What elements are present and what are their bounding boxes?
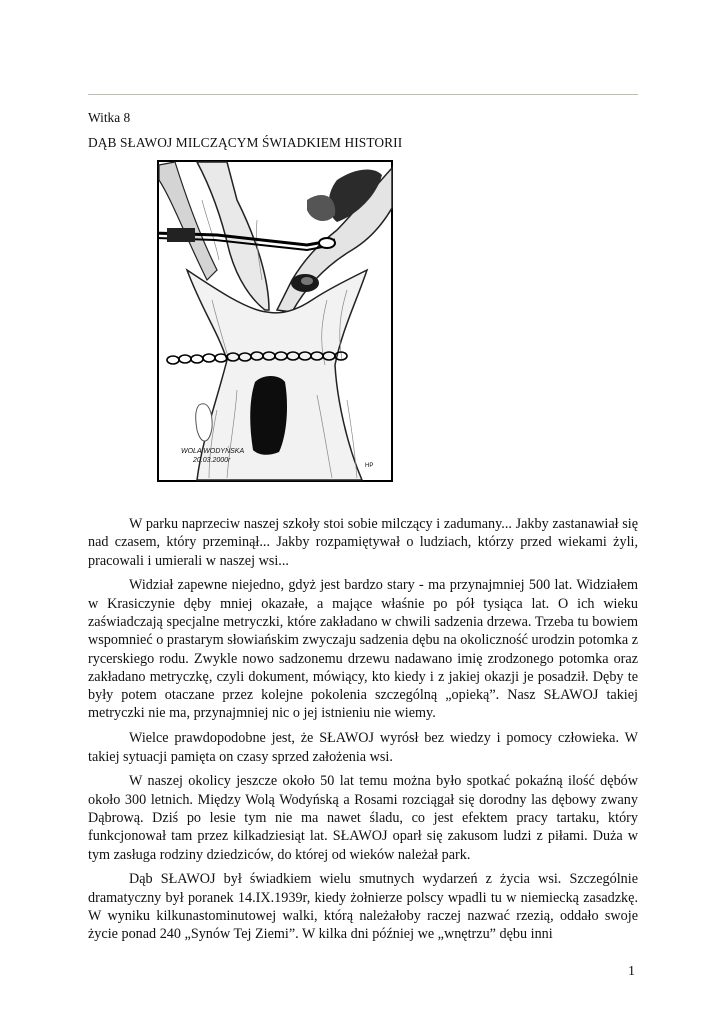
paragraph: W parku naprzeciw naszej szkoły stoi sobie milczący i zadumany... Jakby zastanawiał się nad czasem, który przeminął... Jakby rozpamiętywał o ludziach, którzy przed wiekami żyli, pracowali i umierali w naszej wsi... bbox=[88, 516, 638, 569]
paragraph: Widział zapewne niejedno, gdyż jest bardzo stary - ma przynajmniej 500 lat. Widziałem w Krasiczynie dęby mniej okazałe, a mające właśnie po pół tysiąca lat. O ich wieku zaświadczają specjalne metryczki, które zakładano w chwili sadzenia drzewa. Trzeba tu bowiem wspomnieć o prastarym słowiańskim zwyczaju sadzenia dębu na okoliczność urodzin potomka z rycerskiego rodu. Zwykle nowo sadzonemu drzewu nadawano imię zrodzonego potomka oraz zakładano metryczkę, czyli dokument, mówiący, kto kiedy i z jakiej okazji je posadził. Dęby te były potem otaczane przez kolejne pokolenia szczególną „opieką”. Nasz SŁAWOJ takiej metryczki nie ma, przynajmniej nic o jej istnieniu nie wiemy. bbox=[88, 577, 638, 722]
header-rule bbox=[88, 94, 638, 95]
oak-tree-drawing bbox=[157, 160, 393, 482]
page-number: 1 bbox=[628, 964, 635, 979]
paragraph: Dąb SŁAWOJ był świadkiem wielu smutnych wydarzeń z życia wsi. Szczególnie dramatyczny był poranek 14.IX.1939r, kiedy żołnierze polscy wpadli tu w niemiecką zasadzkę. W wyniku kilkunastominutowej walki, którą należałoby raczej nazwać rzezią, oddało swoje życie ponad 240 „Synów Tej Ziemi”. W kilka dni później we „wnętrzu” dębu inni bbox=[88, 871, 638, 943]
artist-signature: HP bbox=[365, 463, 374, 469]
page-title: DĄB SŁAWOJ MILCZĄCYM ŚWIADKIEM HISTORII bbox=[88, 135, 403, 150]
section-header: Witka 8 bbox=[88, 110, 131, 125]
article-body bbox=[88, 515, 638, 950]
drawing-caption-date: 20.03.2000r bbox=[193, 457, 231, 464]
paragraph: Wielce prawdopodobne jest, że SŁAWOJ wyrósł bez wiedzy i pomocy człowieka. W takiej sytuacji pamięta on czasy sprzed założenia wsi. bbox=[88, 730, 638, 765]
paragraph: W naszej okolicy jeszcze około 50 lat temu można było spotkać pokaźną ilość dębów około 300 letnich. Między Wolą Wodyńską a Rosami rozciągał się dorodny las dębowy zwany Dąbrową. Dziś po lesie tym nie ma nawet śladu, co jest efektem pracy tartaku, który funkcjonował tam przez kilkadziesiąt lat. SŁAWOJ oparł się zakusom ludzi z piłami. Duża w tym zasługa rodziny dziedziców, do której od wieków należał park. bbox=[88, 773, 638, 863]
drawing-caption-place: WOLA WODYŃSKA bbox=[181, 448, 245, 455]
